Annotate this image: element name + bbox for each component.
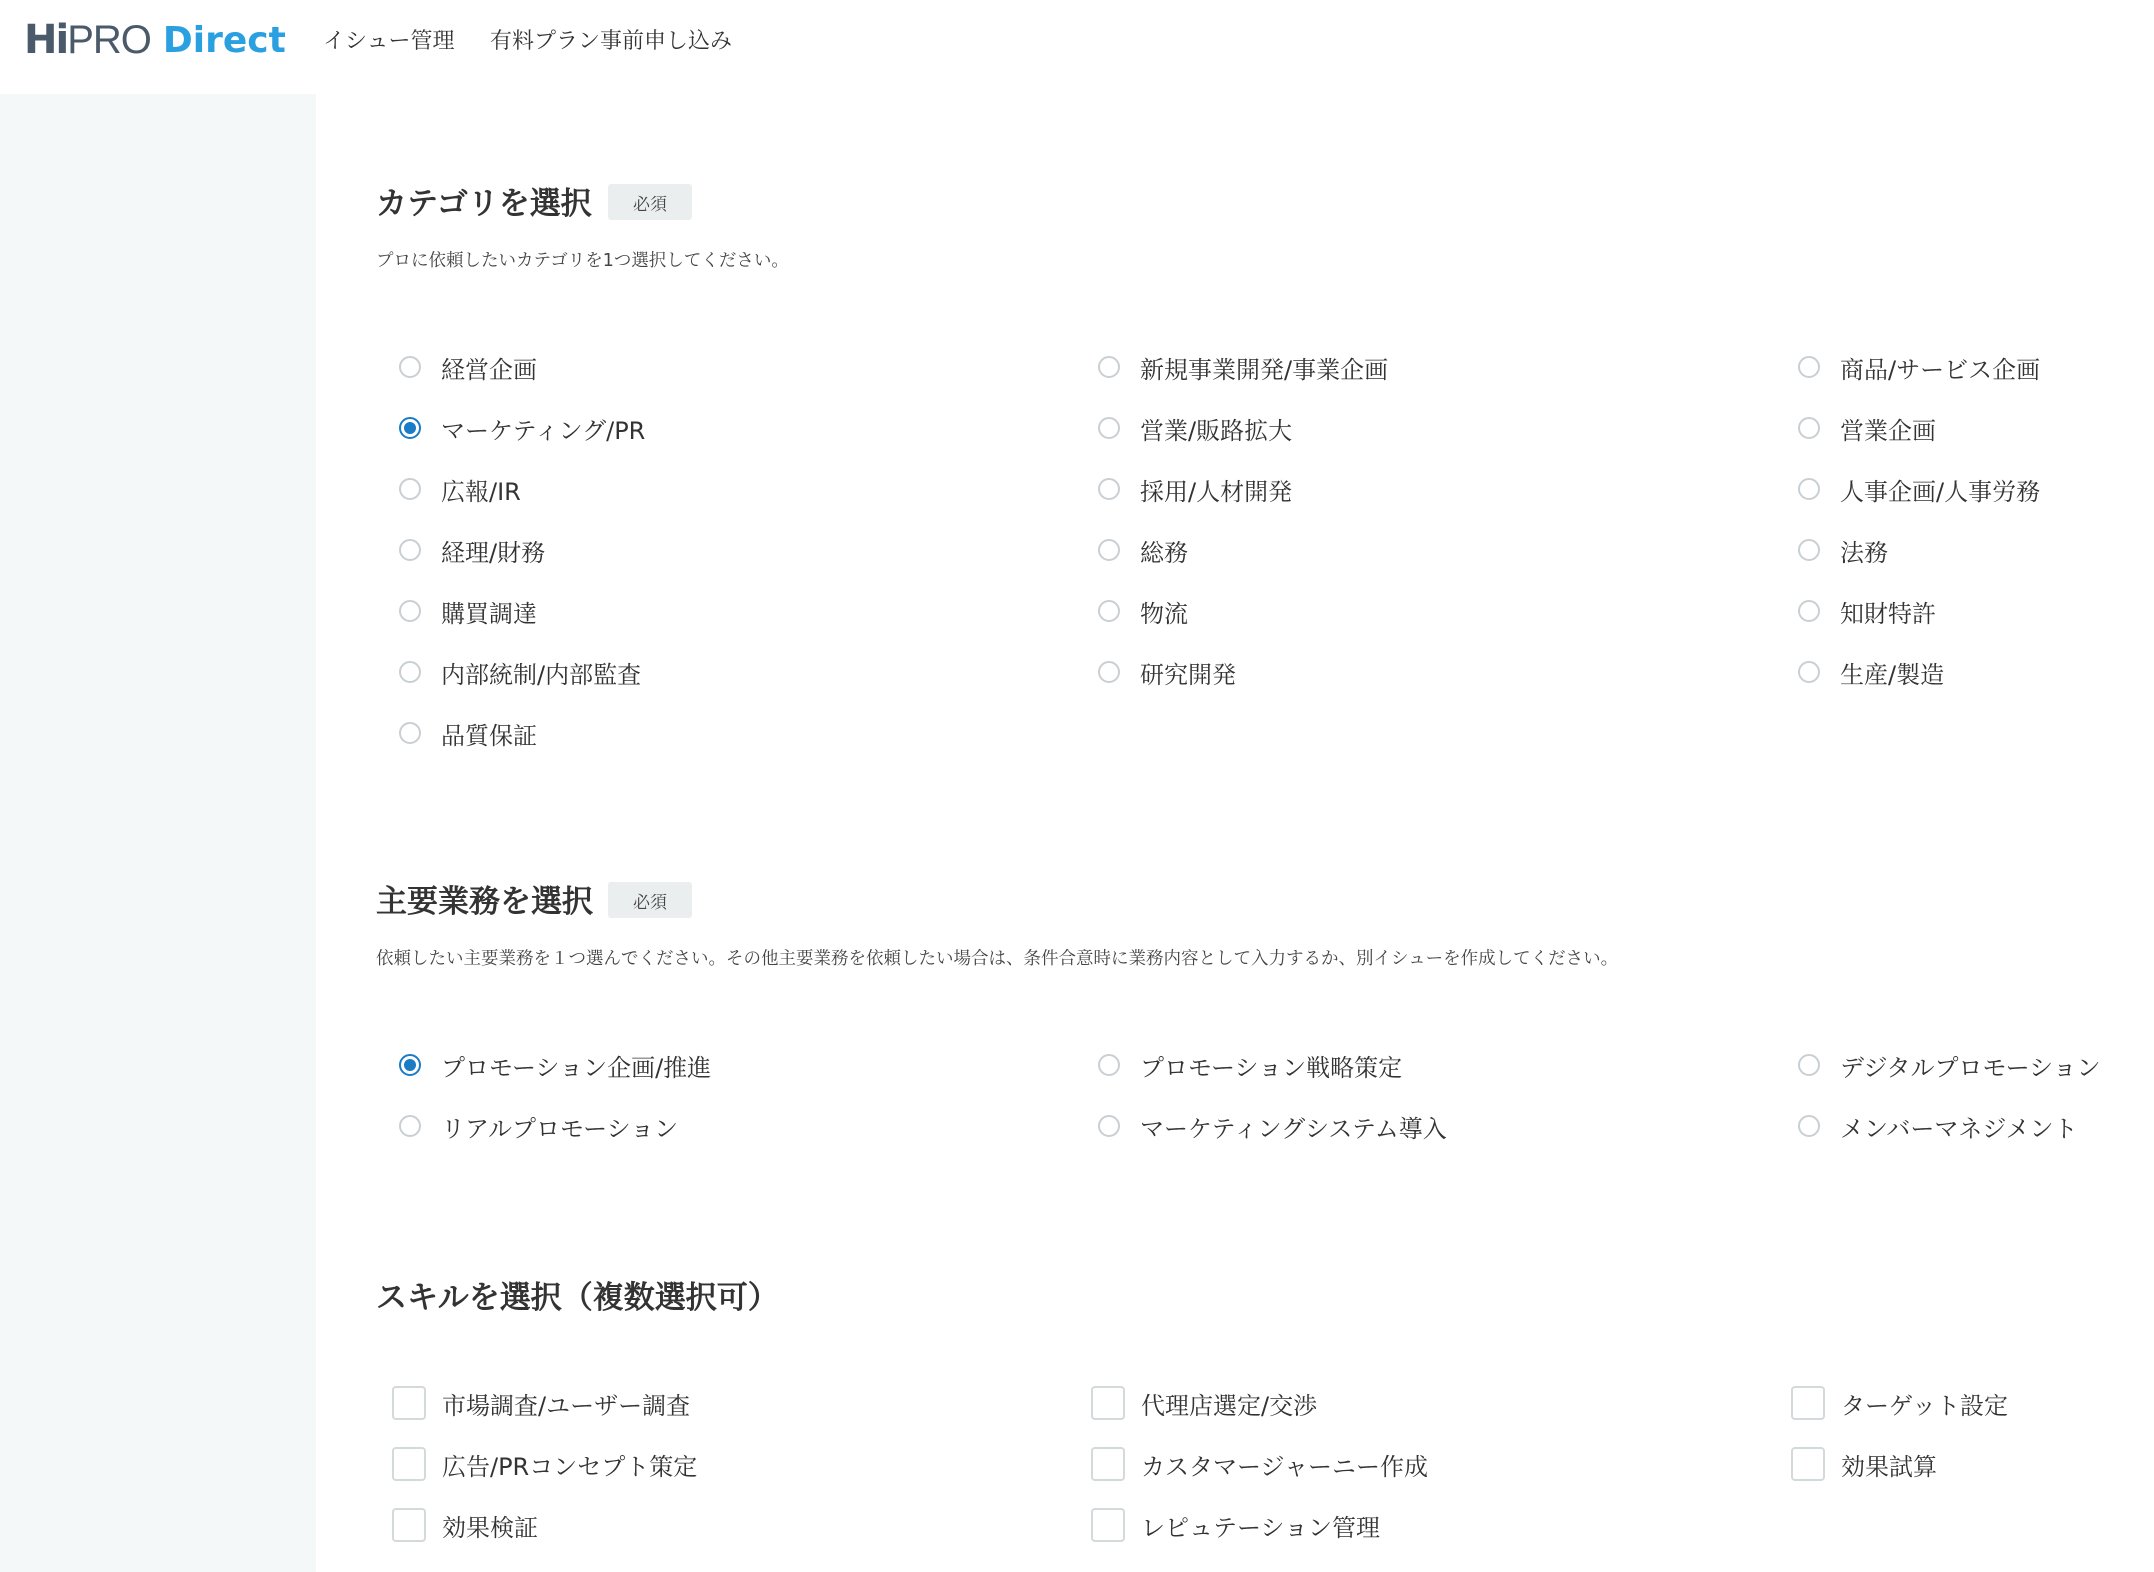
business-option-label: メンバーマネジメント	[1840, 1114, 2078, 1143]
category-option[interactable]	[1096, 591, 1188, 631]
category-option-label: 内部統制/内部監査	[441, 660, 642, 689]
radio-button[interactable]	[1098, 600, 1120, 622]
category-option-label: 研究開発	[1140, 660, 1236, 689]
radio-button[interactable]	[1798, 600, 1820, 622]
business-option[interactable]	[1096, 1045, 1402, 1085]
business-option[interactable]	[397, 1106, 678, 1146]
category-option[interactable]	[1796, 652, 1944, 692]
checkbox[interactable]	[1791, 1386, 1825, 1420]
radio-button[interactable]	[399, 417, 421, 439]
category-option-label: 生産/製造	[1840, 660, 1945, 689]
category-option[interactable]	[1796, 408, 1936, 448]
category-option[interactable]	[1796, 347, 2040, 387]
category-option-label: 採用/人材開発	[1140, 477, 1293, 506]
skills-option-label: ターゲット設定	[1841, 1391, 2009, 1420]
skills-option[interactable]	[1791, 1444, 1937, 1484]
category-option[interactable]	[397, 347, 537, 387]
category-option-label: 営業企画	[1840, 416, 1936, 445]
category-option[interactable]	[397, 530, 545, 570]
radio-button[interactable]	[1798, 539, 1820, 561]
skills-option[interactable]	[392, 1383, 690, 1423]
skills-option[interactable]	[1791, 1383, 2008, 1423]
category-option-label: 商品/サービス企画	[1840, 355, 2041, 384]
category-option[interactable]	[397, 469, 521, 509]
radio-button[interactable]	[399, 1054, 421, 1076]
business-option[interactable]	[397, 1045, 711, 1085]
category-option-label: 知財特許	[1840, 599, 1936, 628]
category-option[interactable]	[1796, 591, 1936, 631]
skills-option-label: 広告/PRコンセプト策定	[442, 1452, 698, 1481]
radio-button[interactable]	[1798, 417, 1820, 439]
skills-option[interactable]	[1091, 1444, 1428, 1484]
checkbox[interactable]	[1091, 1386, 1125, 1420]
checkbox[interactable]	[1091, 1447, 1125, 1481]
radio-button[interactable]	[399, 539, 421, 561]
category-option[interactable]	[1796, 530, 1888, 570]
nav-issue-management[interactable]: イシュー管理	[323, 29, 455, 54]
checkbox[interactable]	[392, 1508, 426, 1542]
business-section-title: 主要業務を選択	[376, 884, 593, 920]
logo-hi: Hi	[24, 17, 68, 63]
skills-option-label: 効果検証	[442, 1513, 538, 1542]
category-option-label: 経営企画	[441, 355, 537, 384]
category-description: プロに依頼したいカテゴリを1つ選択してください。	[376, 251, 789, 271]
radio-button[interactable]	[399, 661, 421, 683]
radio-button[interactable]	[1098, 1115, 1120, 1137]
category-option[interactable]	[397, 591, 537, 631]
skills-option-label: レピュテーション管理	[1141, 1513, 1381, 1542]
skills-option[interactable]	[392, 1505, 538, 1545]
top-header	[0, 0, 2154, 94]
radio-button[interactable]	[1798, 1054, 1820, 1076]
skills-option[interactable]	[1091, 1505, 1380, 1545]
checkbox[interactable]	[392, 1447, 426, 1481]
category-option-label: 品質保証	[441, 721, 537, 750]
category-option[interactable]	[397, 713, 537, 753]
skills-option-label: カスタマージャーニー作成	[1141, 1452, 1429, 1481]
category-option-label: 営業/販路拡大	[1140, 416, 1293, 445]
skills-option[interactable]	[392, 1444, 697, 1484]
category-option-label: 広報/IR	[441, 477, 521, 506]
skills-option-label: 市場調査/ユーザー調査	[442, 1391, 691, 1420]
radio-button[interactable]	[399, 478, 421, 500]
radio-button[interactable]	[1098, 478, 1120, 500]
category-option[interactable]	[1096, 347, 1388, 387]
category-option[interactable]	[397, 652, 641, 692]
logo-pro: PRO	[67, 17, 151, 62]
business-option-label: リアルプロモーション	[441, 1114, 679, 1143]
category-option[interactable]	[1096, 530, 1188, 570]
skills-option-label: 代理店選定/交渉	[1141, 1391, 1318, 1420]
business-option-label: マーケティングシステム導入	[1140, 1114, 1447, 1143]
checkbox[interactable]	[1791, 1447, 1825, 1481]
radio-button[interactable]	[399, 722, 421, 744]
category-option-label: マーケティング/PR	[441, 416, 646, 445]
category-option-label: 人事企画/人事労務	[1840, 477, 2041, 506]
business-description: 依頼したい主要業務を１つ選んでください。その他主要業務を依頼したい場合は、条件合意時に業務内容として入力するか、別イシューを作成してください。	[376, 949, 1619, 969]
radio-button[interactable]	[1098, 1054, 1120, 1076]
radio-button[interactable]	[399, 600, 421, 622]
category-option-label: 総務	[1140, 538, 1188, 567]
category-section-title: カテゴリを選択	[376, 186, 592, 222]
radio-button[interactable]	[1098, 356, 1120, 378]
radio-button[interactable]	[1798, 356, 1820, 378]
category-option-label: 経理/財務	[441, 538, 546, 567]
category-option[interactable]	[1096, 469, 1292, 509]
business-option[interactable]	[1796, 1106, 2078, 1146]
category-option-label: 物流	[1140, 599, 1188, 628]
radio-button[interactable]	[1098, 661, 1120, 683]
skills-option[interactable]	[1091, 1383, 1317, 1423]
radio-button[interactable]	[1798, 478, 1820, 500]
checkbox[interactable]	[1091, 1508, 1125, 1542]
radio-button[interactable]	[1098, 539, 1120, 561]
skills-section-title: スキルを選択（複数選択可）	[376, 1280, 779, 1316]
checkbox[interactable]	[392, 1386, 426, 1420]
radio-button[interactable]	[399, 356, 421, 378]
category-option[interactable]	[1096, 652, 1236, 692]
radio-button[interactable]	[1098, 417, 1120, 439]
category-option[interactable]	[397, 408, 645, 448]
hipro-direct-logo[interactable]	[24, 14, 286, 66]
category-option-label: 新規事業開発/事業企画	[1140, 355, 1389, 384]
logo-direct: Direct	[162, 19, 286, 61]
business-option[interactable]	[1796, 1045, 2101, 1085]
radio-button[interactable]	[399, 1115, 421, 1137]
radio-button[interactable]	[1798, 661, 1820, 683]
category-option-label: 法務	[1840, 538, 1888, 567]
category-required-badge: 必須	[608, 184, 692, 220]
category-option-label: 購買調達	[441, 599, 537, 628]
business-option-label: プロモーション企画/推進	[441, 1053, 712, 1082]
category-option[interactable]	[1096, 408, 1292, 448]
skills-option-label: 効果試算	[1841, 1452, 1937, 1481]
business-option[interactable]	[1096, 1106, 1447, 1146]
business-required-badge: 必須	[608, 882, 692, 918]
nav-paid-plan-preregistration[interactable]: 有料プラン事前申し込み	[490, 29, 733, 54]
radio-button[interactable]	[1798, 1115, 1820, 1137]
sidebar	[0, 94, 316, 1572]
business-option-label: プロモーション戦略策定	[1140, 1053, 1403, 1082]
business-option-label: デジタルプロモーション	[1840, 1053, 2101, 1082]
category-option[interactable]	[1796, 469, 2040, 509]
